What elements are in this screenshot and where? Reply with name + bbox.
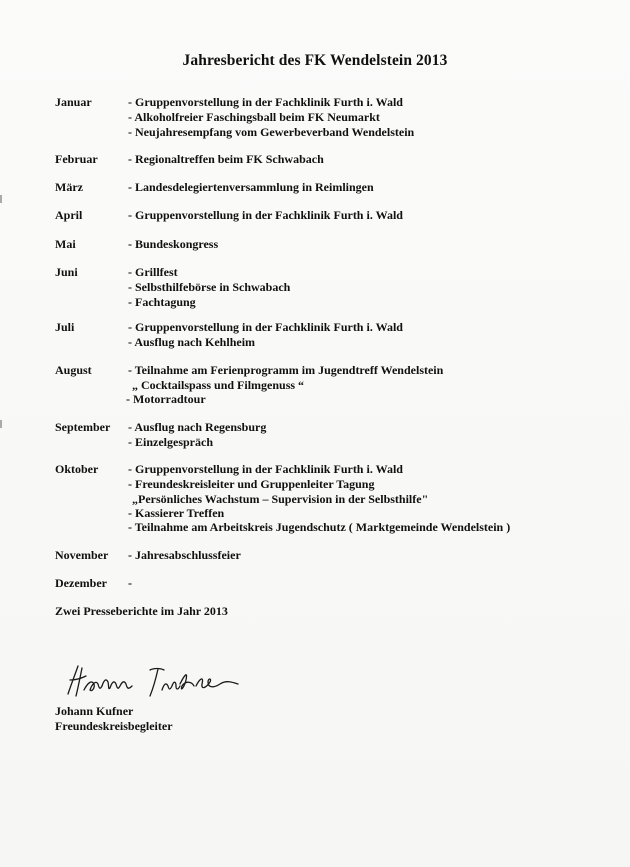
event-item: - Ausflug nach Regensburg [128,420,267,434]
month-label: Dezember [55,576,107,590]
event-item: „Persönliches Wachstum – Supervision in der Selbsthilfe" [132,492,429,506]
event-item: - Ausflug nach Kehlheim [128,335,256,349]
month-label: September [55,420,111,434]
month-label: Mai [55,237,76,251]
event-item: - Landesdelegiertenversammlung in Reimlingen [128,180,374,194]
event-item: - Gruppenvorstellung in der Fachklinik Furth i. Wald [128,95,403,109]
month-label: Februar [55,152,98,166]
month-label: November [55,548,109,562]
handwritten-signature [62,660,252,702]
month-label: Januar [55,95,92,109]
event-item: - Grillfest [128,265,178,279]
event-item: - Bundeskongress [128,237,219,251]
event-item: - Kassierer Treffen [128,506,225,520]
month-label: Juni [55,265,78,279]
event-item: - Teilnahme am Ferienprogramm im Jugendtreff Wendelstein [128,363,444,377]
event-item: - Jahresabschlussfeier [128,548,241,562]
event-item: - Teilnahme am Arbeitskreis Jugendschutz ( Marktgemeinde Wendelstein ) [128,520,511,534]
event-item: - Gruppenvorstellung in der Fachklinik Furth i. Wald [128,320,403,334]
event-item: - Regionaltreffen beim FK Schwabach [128,152,324,166]
event-item: - Motorradtour [126,392,206,406]
month-label: Oktober [55,462,99,476]
scan-edge-mark [0,420,2,428]
signer-role: Freundeskreisbegleiter [55,719,173,733]
signer-name: Johann Kufner [55,704,134,718]
scan-edge-mark [0,195,2,203]
event-item: - [128,576,132,590]
event-item: - Freundeskreisleiter und Gruppenleiter Tagung [128,477,375,491]
document-title: Jahresbericht des FK Wendelstein 2013 [182,52,448,69]
month-label: April [55,208,83,222]
event-item: - Neujahresempfang vom Gewerbeverband Wendelstein [128,125,415,139]
month-label: Juli [55,320,75,334]
event-item: - Selbsthilfebörse in Schwabach [128,280,291,294]
press-note: Zwei Presseberichte im Jahr 2013 [55,604,228,618]
event-item: - Gruppenvorstellung in der Fachklinik Furth i. Wald [128,462,403,476]
month-label: März [55,180,83,194]
event-item: - Gruppenvorstellung in der Fachklinik Furth i. Wald [128,208,403,222]
month-label: August [55,363,92,377]
event-item: - Fachtagung [128,295,196,309]
event-item: „ Cocktailspass und Filmgenuss “ [132,378,305,392]
event-item: - Alkoholfreier Faschingsball beim FK Neumarkt [128,110,380,124]
event-item: - Einzelgespräch [128,435,213,449]
